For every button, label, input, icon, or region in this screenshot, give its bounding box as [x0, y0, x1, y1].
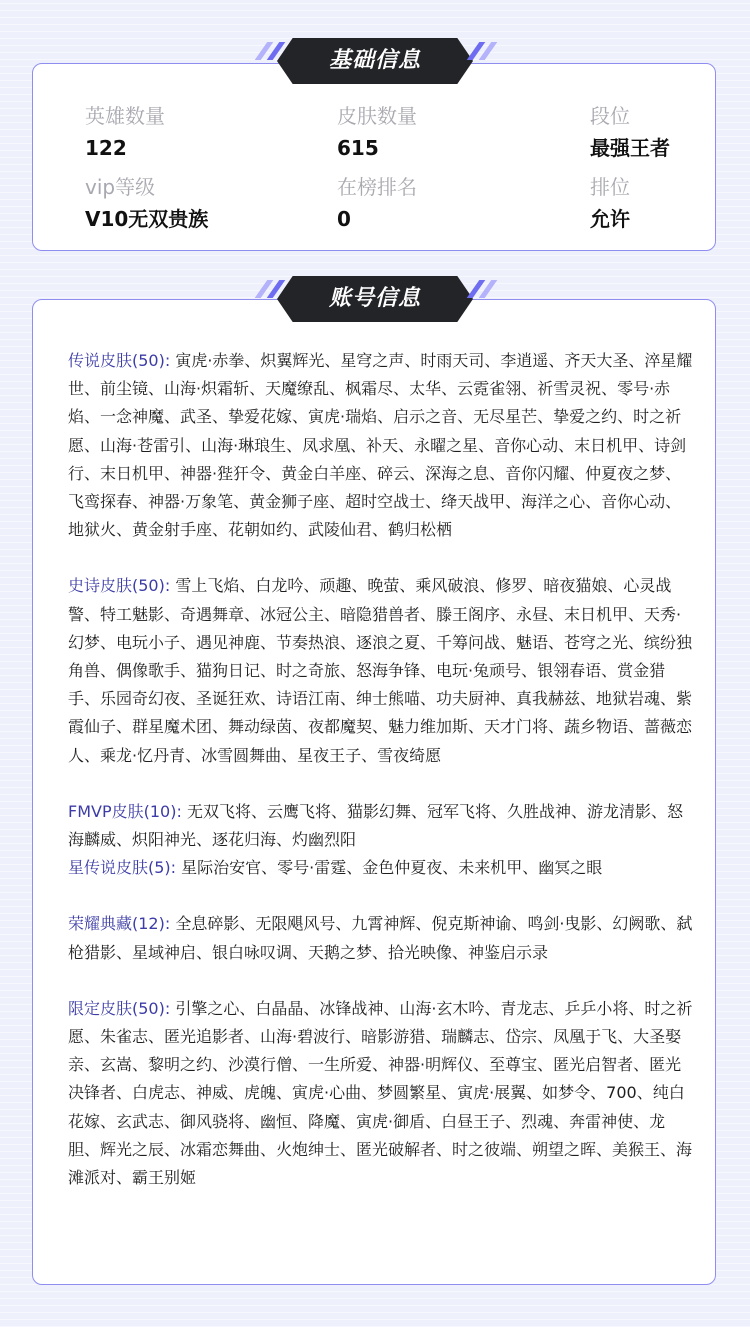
- skin-section-fmvp: [68, 798, 696, 854]
- basic-stats-grid: [85, 102, 705, 242]
- stat-value: 122: [85, 136, 127, 160]
- stat-value: 0: [337, 207, 351, 231]
- section-spacer: [68, 544, 696, 572]
- section-title-basic-info: 基础信息: [328, 48, 421, 73]
- stat-label: vip等级: [85, 175, 156, 199]
- skin-section-limited: [68, 995, 696, 1192]
- basic-info-card: [32, 63, 716, 251]
- skin-section-glory-collection: [68, 910, 696, 966]
- section-heading: 史诗皮肤(50):: [68, 576, 171, 596]
- skin-list: 全息碎影、无限飓风号、九霄神辉、倪克斯神谕、鸣剑·曳影、幻阙歌、弑枪猎影、星域神启、银白咏叹调、天鹅之梦、拾光映像、神鉴启示录: [68, 914, 693, 962]
- stat-ranked-allowed: [590, 173, 630, 234]
- skin-list: 寅虎·赤拳、炽翼辉光、星穹之声、时雨天司、李逍遥、齐天大圣、淬星耀世、前尘镜、山海·炽霜斩、天魔缭乱、枫霜尽、太华、云霓雀翎、祈雪灵祝、零号·赤焰、一念神魔、武圣、挚爱花嫁、寅虎·瑞焰、启示之音、无尽星芒、挚爱之约、时之祈愿、山海·苍雷引、山海·琳琅生、凤求凰、补天、永曜之星、音你心动、末日机甲、诗剑行、末日机甲、神器·狴犴令、黄金白羊座、碎云、深海之息、音你闪耀、仲夏夜之梦、飞鸾探春、神器·万象笔、黄金狮子座、超时空战士、绛天战甲、海洋之心、音你心动、地狱火、黄金射手座、花朝如约、武陵仙君、鹤归松栖: [68, 351, 693, 540]
- basic-info-ribbon: [259, 38, 491, 84]
- section-heading: 荣耀典藏(12):: [68, 914, 171, 934]
- stat-rank-tier: [590, 102, 670, 163]
- stat-skin-count: [337, 102, 417, 163]
- stat-label: 段位: [590, 104, 630, 128]
- stat-value: 615: [337, 136, 379, 160]
- stat-vip-level: [85, 173, 208, 234]
- skin-section-epic: [68, 572, 696, 769]
- skin-section-star-legendary: [68, 854, 696, 882]
- skin-list: 无双飞将、云鹰飞将、猫影幻舞、冠军飞将、久胜战神、游龙清影、怒海麟威、炽阳神光、逐花归海、灼幽烈阳: [68, 801, 683, 850]
- stat-hero-count: [85, 102, 165, 163]
- skin-list: 雪上飞焰、白龙吟、顽趣、晚萤、乘风破浪、修罗、暗夜猫娘、心灵战警、特工魅影、奇遇舞章、冰冠公主、暗隐猎兽者、滕王阁序、永昼、末日机甲、天秀·幻梦、电玩小子、遇见神鹿、节奏热浪、逐浪之夏、千筹问战、魅语、苍穹之光、缤纷独角兽、偶像歌手、猫狗日记、时之奇旅、怒海争锋、电玩·兔顽号、银翎春语、赏金猎手、乐园奇幻夜、圣诞狂欢、诗语江南、绅士熊喵、功夫厨神、真我赫兹、地狱岩魂、紫霞仙子、群星魔术团、舞动绿茵、夜都魔契、魅力维加斯、天才门将、蔬乡物语、蔷薇恋人、乘龙·忆丹青、冰雪圆舞曲、星夜王子、雪夜绮愿: [68, 576, 693, 765]
- stat-value: 最强王者: [590, 136, 670, 160]
- section-heading: 传说皮肤(50):: [68, 351, 171, 370]
- section-heading: 星传说皮肤(5):: [68, 858, 177, 878]
- skin-list: 星际治安官、零号·雷霆、金色仲夏夜、未来机甲、幽冥之眼: [181, 858, 603, 878]
- skin-list: 引擎之心、白晶晶、冰锋战神、山海·玄木吟、青龙志、乒乒小将、时之祈愿、朱雀志、匿光追影者、山海·碧波行、暗影游猎、瑞麟志、岱宗、凤凰于飞、大圣娶亲、玄嵩、黎明之约、沙漠行僧、一生所爱、神器·明辉仪、至尊宝、匿光启智者、匿光决锋者、白虎志、神威、虎魄、寅虎·心曲、梦圆繁星、寅虎·展翼、如梦令、700、纯白花嫁、玄武志、御风骁将、幽恒、降魔、寅虎·御盾、白昼王子、烈魂、奔雷神使、龙胆、辉光之辰、冰霜恋舞曲、火炮绅士、匿光破解者、时之彼端、朔望之晖、美猴王、海滩派对、霸王别姬: [68, 998, 693, 1188]
- section-heading: FMVP皮肤(10):: [68, 801, 182, 821]
- section-heading: 限定皮肤(50):: [68, 998, 171, 1018]
- section-title-account-info: 账号信息: [328, 286, 421, 311]
- section-spacer: [68, 770, 696, 798]
- stat-label: 英雄数量: [85, 104, 165, 128]
- stat-leaderboard-rank: [337, 173, 417, 234]
- stat-value: V10无双贵族: [85, 207, 209, 231]
- skin-sections: [68, 347, 696, 1192]
- stat-label: 排位: [590, 175, 630, 199]
- account-info-ribbon: [259, 276, 491, 322]
- skin-section-legendary: [68, 347, 696, 544]
- section-spacer: [68, 882, 696, 910]
- section-spacer: [68, 967, 696, 995]
- stat-label: 在榜排名: [337, 175, 417, 199]
- account-info-card: [32, 299, 716, 1285]
- stat-value: 允许: [590, 207, 630, 231]
- stat-label: 皮肤数量: [337, 104, 417, 128]
